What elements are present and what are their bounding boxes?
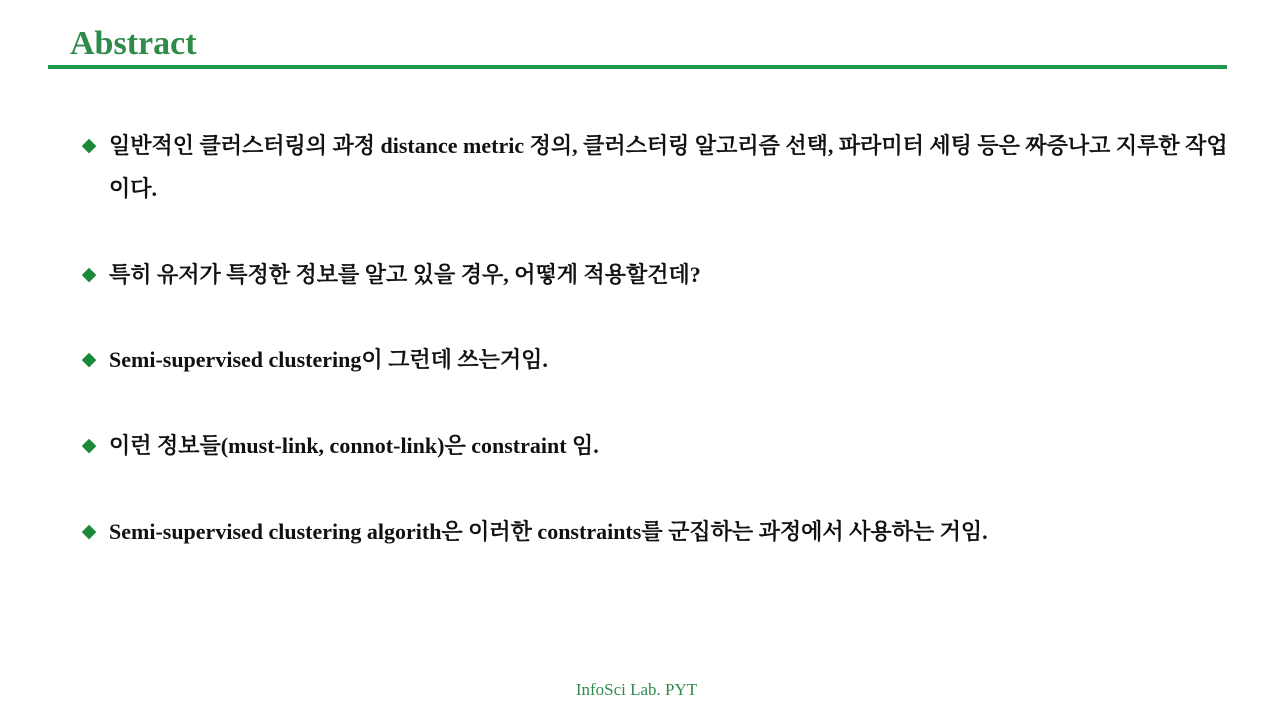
bullet-item-1 bbox=[78, 124, 1239, 210]
bullet-text-1: 일반적인 클러스터링의 과정 distance metric 정의, 클러스터링 알고리즘 선택, 파라미터 세팅 등은 짜증나고 지루한 작업이다. bbox=[109, 133, 1228, 201]
bullet-item-5 bbox=[78, 510, 1239, 553]
bullet-text-4: 이런 정보들(must-link, connot-link)은 constraint 임. bbox=[109, 433, 599, 458]
diamond-bullet-icon: ◆ bbox=[81, 520, 97, 542]
bullet-item-3 bbox=[78, 338, 1239, 381]
bullet-item-2 bbox=[78, 253, 1239, 296]
footer-label: InfoSci Lab. PYT bbox=[575, 680, 698, 699]
title-divider bbox=[48, 65, 1227, 69]
bullet-item-4 bbox=[78, 424, 1239, 467]
bullet-text-5: Semi-supervised clustering algorith은 이러한 constraints를 군집하는 과정에서 사용하는 거임. bbox=[109, 519, 988, 544]
slide-title: Abstract bbox=[70, 25, 197, 62]
diamond-bullet-icon: ◆ bbox=[81, 134, 97, 156]
diamond-bullet-icon: ◆ bbox=[81, 263, 97, 285]
diamond-bullet-icon: ◆ bbox=[81, 348, 97, 370]
bullet-text-3: Semi-supervised clustering이 그런데 쓰는거임. bbox=[109, 347, 548, 372]
diamond-bullet-icon: ◆ bbox=[81, 434, 97, 456]
bullet-text-2: 특히 유저가 특정한 정보를 알고 있을 경우, 어떻게 적용할건데? bbox=[109, 262, 701, 287]
